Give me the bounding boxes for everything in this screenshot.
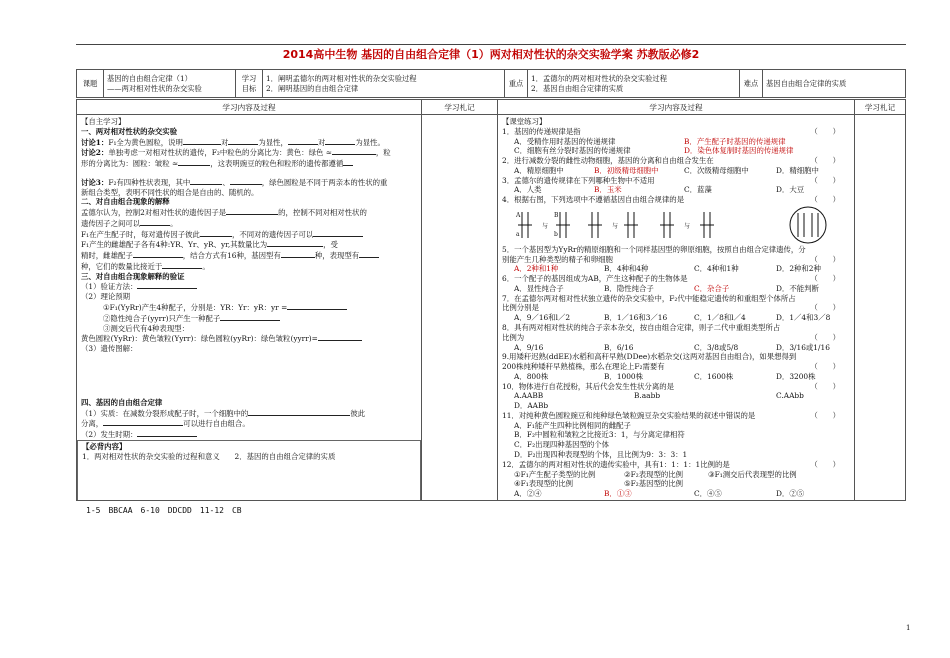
right-process-header: 学习内容及过程	[497, 99, 855, 115]
q10-option-d: D．AABb	[514, 401, 549, 411]
law-2b: 可以进行自由组合。	[183, 419, 250, 429]
q2-option-a: A．精原细胞中	[514, 165, 564, 175]
q7-option-b: B．1／16和3／16	[604, 313, 668, 323]
left-process-header: 学习内容及过程	[76, 99, 422, 115]
discussion-1-label: 讨论1：	[81, 137, 109, 147]
explain-3b: ，受	[323, 240, 338, 250]
svg-text:b: b	[554, 230, 558, 238]
section-1-heading: 一、两对相对性状的杂交实验	[81, 126, 178, 136]
key-2: 2．基因自由组合定律的实质	[531, 83, 624, 93]
blank[interactable]	[318, 333, 362, 341]
verify-7: （3）遗传图解：	[81, 344, 138, 354]
q2-option-b: B．初级精母细胞中	[594, 165, 659, 175]
left-notes-panel	[421, 114, 498, 501]
goal-2: 2．阐明基因的自由组合定律	[266, 83, 359, 93]
q8-option-a: A．9/16	[514, 342, 544, 352]
q7-option-a: A．9／16和l／2	[514, 313, 571, 323]
topic-label: 课题	[77, 70, 104, 98]
discussion-3-text: F₂有四种性状表现，其中	[108, 177, 191, 187]
left-notes-header: 学习札记	[421, 99, 498, 115]
blank[interactable]	[287, 302, 347, 310]
right-content-panel	[497, 114, 855, 501]
q2-paren: （ ）	[810, 156, 840, 166]
q8-option-b: B．6/16	[604, 342, 634, 352]
practice-heading: 【课堂练习】	[502, 117, 547, 126]
q6-option-d: D．不能判断	[776, 283, 819, 293]
verify-4: ②隐性纯合子(yyrr)只产生一种配子	[103, 313, 221, 323]
left-content-panel	[76, 114, 422, 501]
blank[interactable]	[133, 250, 183, 258]
blank[interactable]	[248, 408, 350, 416]
q5-stem: 5．一个基因型为YyRr的精原细胞和一个同样基因型的卵原细胞，按照自由组合定律遗传，分	[502, 244, 806, 254]
q7-paren: （ ）	[810, 303, 840, 313]
blank[interactable]	[267, 239, 323, 247]
blank[interactable]	[230, 177, 262, 185]
explain-5: 种，它们的数量比接近于	[81, 261, 163, 271]
law-1b: 彼此	[350, 408, 366, 418]
q7-option-c: C．1／8和l／4	[694, 313, 746, 323]
law-2: 分离，	[81, 419, 104, 429]
svg-text:与: 与	[612, 222, 619, 230]
q9-stem-2: 200株纯种矮秆早熟植株，那么在理论上F₂需要有	[502, 362, 665, 372]
keys-cell	[528, 70, 740, 98]
q9-option-a: A．800株	[514, 371, 549, 381]
q5-option-d: D．2种和2种	[776, 264, 821, 274]
q10-stem: 10．物体进行自花授粉，其后代会发生性状分离的是	[502, 381, 675, 391]
q3-option-b: B．玉米	[594, 185, 622, 195]
q3-stem: 3．孟德尔的遗传规律在下列哪种生物中不适用	[502, 175, 655, 185]
q11-option-c: C．F₂出现四种基因型的个体	[514, 440, 610, 450]
q2-option-c: C．次级精母细胞中	[684, 165, 749, 175]
discussion-1-end: 为显性，	[258, 137, 288, 147]
blank[interactable]	[313, 229, 363, 237]
discussion-2-line2b: ，这表明豌豆的粒色和粒形的遗传都遵循	[210, 159, 344, 169]
discussion-2-end: ，粒	[375, 148, 391, 158]
right-notes-header: 学习札记	[854, 99, 906, 115]
section-2-heading: 二、对自由组合现象的解释	[81, 197, 170, 207]
q10-paren: （ ）	[810, 381, 840, 391]
explain-5b: 。	[202, 261, 210, 271]
explain-2b: ，不同对的遗传因子可以	[231, 229, 314, 239]
q1-option-c: C．细胞有丝分裂时基因的传递规律	[514, 146, 631, 156]
q12-item-2: ②F₂表现型的比例	[624, 469, 684, 479]
blank[interactable]	[103, 418, 183, 426]
key-1: 1．孟德尔的两对相对性状的杂交实验过程	[531, 74, 667, 84]
q2-option-d: D．精细胞中	[776, 165, 819, 175]
discussion-3-mid: 、	[222, 177, 230, 187]
blank[interactable]	[359, 250, 379, 258]
q1-option-a: A．受精作用时基因的传递规律	[514, 136, 616, 146]
q5-stem-2: 别能产生几种类型的精子和卵细胞	[502, 254, 613, 264]
q10-option-b: B.aabb	[634, 391, 661, 401]
q8-option-d: D．3/16或1/16	[776, 342, 830, 352]
q3-option-c: C．蓝藻	[684, 185, 712, 195]
discussion-2-line2: 形的分离比为：圆粒：皱粒 ≈	[81, 159, 179, 169]
q12-paren: （ ）	[810, 459, 840, 469]
q4-figures	[502, 205, 850, 245]
verify-5: ③测交后代有4种表现型：	[103, 323, 190, 333]
q11-option-d: D．F₂出现四种表现型的个体，且比例为9：3：3：1	[514, 449, 688, 459]
blank[interactable]	[325, 137, 355, 145]
page-title: 2014高中生物 基因的自由组合定律（1）两对相对性状的杂交实验学案 苏教版必修2	[282, 48, 700, 61]
chromosome-options-figure	[514, 208, 744, 242]
verify-1: （1）验证方法：	[81, 282, 138, 292]
must-memorize-1: 1．两对相对性状的杂交实验的过程和意义	[82, 451, 220, 461]
blank[interactable]	[178, 158, 210, 166]
answer-key: 1-5 BBCAA 6-10 DDCDD 11-12 CB	[86, 506, 242, 515]
q7-option-d: D．1／4和3／8	[776, 313, 831, 323]
goal-label: 学习目标	[236, 70, 263, 98]
blank[interactable]	[140, 218, 170, 226]
section-4-heading: 四、基因的自由组合定律	[81, 397, 163, 407]
svg-text:与: 与	[542, 222, 549, 230]
discussion-2-label: 讨论2：	[81, 148, 109, 158]
q12-option-b: B．①③	[604, 489, 632, 499]
cell-nucleus-figure	[778, 205, 840, 245]
blank[interactable]	[137, 429, 197, 437]
goal-1: 1．阐明孟德尔的两对相对性状的杂交实验过程	[266, 74, 417, 84]
discussion-2-text: 单独考虑一对相对性状的遗传，F₂中粒色的分离比为：黄色：绿色 ≈	[108, 148, 332, 158]
discussion-1-tail: 对	[317, 137, 326, 147]
explain-1b: 的，控制不同对相对性状的	[278, 208, 367, 218]
blank[interactable]	[332, 147, 376, 155]
blank[interactable]	[226, 207, 278, 215]
q9-option-c: C．1600株	[694, 371, 734, 381]
q11-option-a: A．F₁能产生四种比例相同的雌配子	[514, 420, 631, 430]
blank[interactable]	[190, 177, 222, 185]
verify-2: （2）理论预期	[81, 292, 131, 302]
q11-option-b: B．F₂中圆粒和皱粒之比接近3：1，与分离定律相符	[514, 430, 685, 440]
discussion-3-label: 讨论3：	[81, 177, 109, 187]
blank[interactable]	[137, 281, 197, 289]
q4-stem: 4．根据右图，下列选项中不遵循基因自由组合规律的是	[502, 195, 685, 205]
q1-option-d: D．染色体复制时基因的传递规律	[684, 146, 794, 156]
q6-paren: （ ）	[810, 274, 840, 284]
discussion-1-text: F₁全为黄色圆粒，说明	[108, 137, 183, 147]
q4-paren: （ ）	[810, 195, 840, 205]
blank[interactable]	[288, 137, 318, 145]
discussion-1-mid: 对	[220, 137, 229, 147]
blank[interactable]	[220, 313, 280, 321]
must-memorize-heading: 【必背内容】	[82, 441, 127, 451]
explain-1d: 。	[170, 218, 178, 228]
blank[interactable]	[200, 229, 232, 237]
blank[interactable]	[183, 137, 221, 145]
q1-option-b: B．产生配子时基因的传递规律	[684, 136, 786, 146]
topic-line-1: 基因的自由组合定律（1）	[107, 74, 192, 84]
q3-option-a: A．人类	[514, 185, 542, 195]
q9-option-b: B．1000株	[604, 371, 644, 381]
q1-stem: 1．基因的传递规律是指	[502, 126, 581, 136]
q8-paren: （ ）	[810, 332, 840, 342]
section-3-heading: 三、对自由组合现象解释的验证	[81, 271, 185, 281]
q11-paren: （ ）	[810, 410, 840, 420]
explain-4c: 种，表现型有	[314, 251, 360, 261]
q2-stem: 2．进行减数分裂的雌性动物细胞，基因的分离和自由组合发生在	[502, 156, 714, 166]
svg-text:与: 与	[684, 222, 691, 230]
q8-stem: 8．具有两对相对性状的纯合子亲本杂交，按自由组合定律，则子二代中重组类型所占	[502, 323, 781, 333]
q12-item-1: ①F₁产生配子类型的比例	[514, 469, 596, 479]
q6-stem: 6．一个配子的基因组成为AB，产生这种配子的生物体是	[502, 274, 688, 284]
blank[interactable]	[162, 261, 202, 269]
q9-paren: （ ）	[810, 362, 840, 372]
q12-stem: 12．孟德尔的两对相对性状的遗传实验中，具有1：1：1：1比例的是	[502, 459, 730, 469]
right-notes-panel	[854, 114, 906, 501]
svg-text:a: a	[516, 230, 520, 238]
q8-option-c: C．3/8或5/8	[694, 342, 739, 352]
topic-cell	[104, 70, 236, 98]
q11-stem: 11．对纯种黄色圆粒豌豆和纯种绿色皱粒豌豆杂交实验结果的叙述中错误的是	[502, 410, 756, 420]
blank[interactable]	[343, 158, 353, 166]
q12-option-d: D．②⑤	[776, 489, 805, 499]
q6-option-a: A．显性纯合子	[514, 283, 564, 293]
q5-option-b: B．4种和4种	[604, 264, 649, 274]
q10-option-c: C.AAbb	[776, 391, 804, 401]
q9-stem: 9.用矮秆迟熟(ddEE)水稻和高秆早熟(DDee)水稻杂交(这两对基因自由组合)，如果想得到	[502, 352, 797, 362]
discussion-1-tail2: 为显性。	[355, 137, 385, 147]
q3-paren: （ ）	[810, 175, 840, 185]
blank[interactable]	[281, 250, 315, 258]
explain-4: 精时，雌雄配子	[81, 251, 133, 261]
q12-item-3: ③F₁测交后代表现型的比例	[708, 469, 797, 479]
svg-text:B: B	[554, 211, 559, 219]
q7-stem: 7．在孟德尔两对相对性状独立遗传的杂交实验中，F₂代中能稳定遗传的和重组型个体所占	[502, 293, 796, 303]
q12-option-a: A．②④	[514, 489, 542, 499]
topic-line-2: ——两对相对性状的杂交实验	[107, 83, 202, 93]
must-memorize-2: 2．基因的自由组合定律的实质	[234, 451, 336, 461]
explain-2: F₁在产生配子时，每对遗传因子彼此	[81, 229, 200, 239]
verify-6: 黄色圆粒(YyRr)：黄色皱粒(Yyrr)：绿色圆粒(yyRr)：绿色皱粒(yyrr)=	[81, 334, 318, 344]
explain-4b: ，结合方式有16种，基因型有	[182, 251, 281, 261]
q5-option-c: C．4种和1种	[694, 264, 739, 274]
diagram-space	[81, 354, 417, 398]
q1-paren: （ ）	[810, 126, 840, 136]
q12-item-4: ④F₁表现型的比例	[514, 479, 574, 489]
explain-1c: 遗传因子之间可以	[81, 218, 141, 228]
difficult-cell: 基因自由组合定律的实质	[763, 70, 906, 98]
blank[interactable]	[228, 137, 258, 145]
self-study-heading: 【自主学习】	[81, 117, 126, 126]
discussion-3-end: ，绿色圆粒是不同于两亲本的性状的重	[261, 177, 388, 187]
verify-3: ①F₁(YyRr)产生4种配子，分别是：YR：Yr：yR：yr =	[103, 303, 288, 313]
explain-1: 孟德尔认为，控制2对相对性状的遗传因子是	[81, 208, 227, 218]
q10-option-a: A.AABB	[514, 391, 544, 401]
q5-option-a: A．2种和1种	[514, 264, 559, 274]
header-table	[76, 69, 906, 98]
q9-option-d: D．3200株	[776, 371, 816, 381]
q3-option-d: D．大豆	[776, 185, 805, 195]
discussion-3-line2: 新组合类型，表明不同性状的组合是自由的、随机的。	[81, 187, 259, 197]
q7-stem-2: 比例分别是	[502, 303, 539, 313]
q6-option-b: B．隐性纯合子	[604, 283, 654, 293]
law-1: （1）实质：在减数分裂形成配子时，一个细胞中的	[81, 408, 249, 418]
q5-paren: （ ）	[810, 254, 840, 264]
q12-item-5: ⑤F₂基因型的比例	[624, 479, 684, 489]
must-memorize-box	[77, 440, 421, 501]
svg-text:A: A	[516, 211, 521, 219]
q6-option-c: C．杂合子	[694, 283, 730, 293]
key-label: 重点	[505, 70, 528, 98]
goals-cell	[263, 70, 505, 98]
top-rule	[76, 44, 906, 45]
difficult-label: 难点	[740, 70, 763, 98]
q8-stem-2: 比例为	[502, 332, 525, 342]
law-3: （2）发生时期：	[81, 430, 138, 440]
explain-3: F₁产生的雌雄配子各有4种:YR、Yr、yR、yr,其数量比为	[81, 240, 268, 250]
q12-option-c: C．④⑤	[694, 489, 722, 499]
page-number: 1	[906, 624, 911, 632]
